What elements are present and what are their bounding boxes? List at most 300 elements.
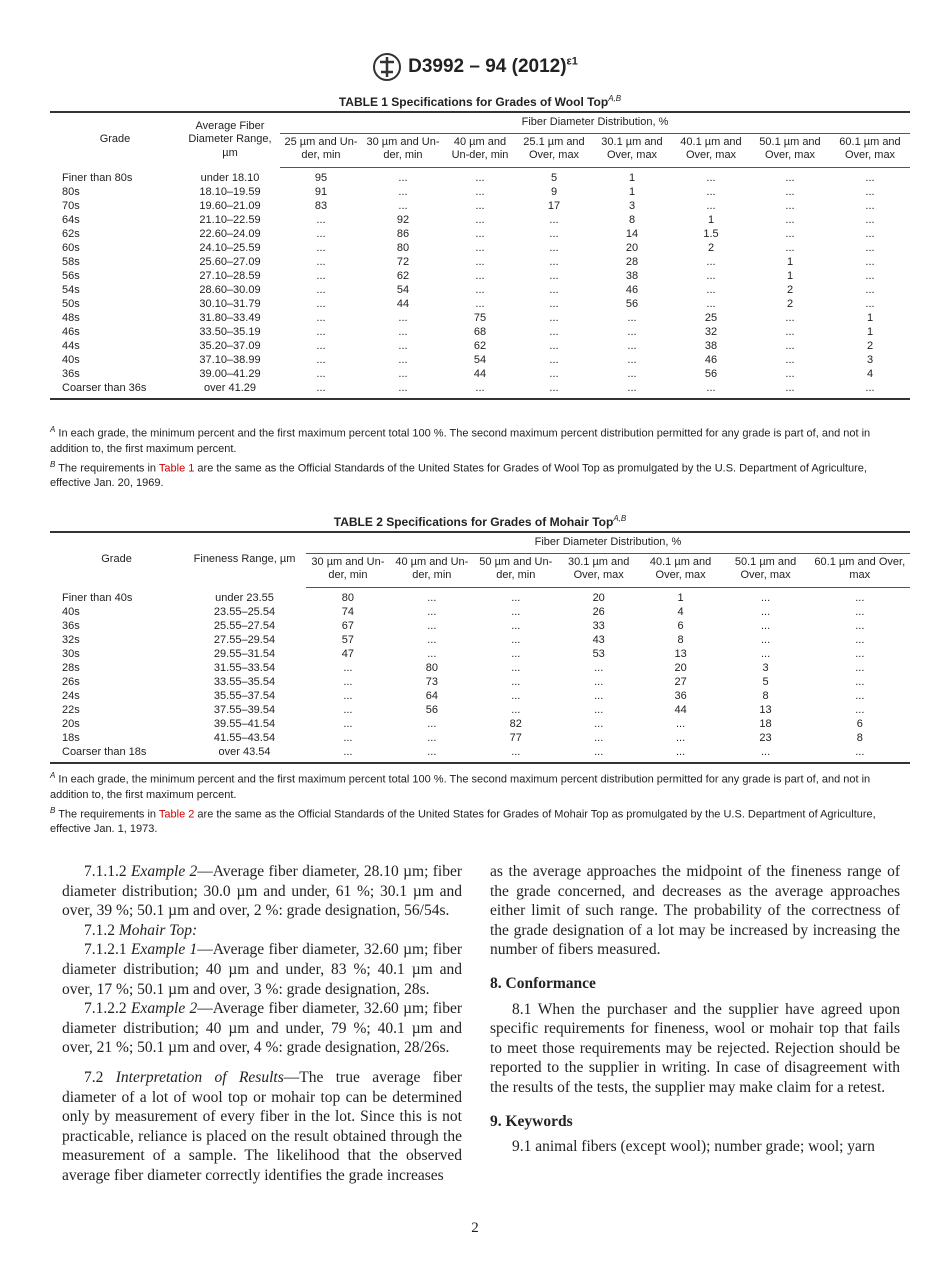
section-number: 7.1.1.2 bbox=[84, 863, 131, 880]
value-cell: ... bbox=[316, 269, 326, 282]
value-cell: ... bbox=[398, 311, 408, 324]
value-cell: 44 bbox=[674, 703, 687, 716]
range-cell: 25.55–27.54 bbox=[213, 619, 276, 632]
value-cell: 92 bbox=[396, 213, 410, 226]
value-cell: ... bbox=[427, 647, 437, 660]
paragraph-7-1-2 bbox=[62, 921, 462, 941]
grade-cell: 58s bbox=[62, 255, 80, 268]
value-cell: 95 bbox=[314, 171, 328, 184]
paragraph-7-2 bbox=[62, 1068, 462, 1186]
value-cell: ... bbox=[706, 297, 716, 310]
value-cell: ... bbox=[706, 185, 716, 198]
value-cell: ... bbox=[343, 675, 353, 688]
value-cell: ... bbox=[706, 255, 716, 268]
column-header: 25.1 µm and Over, max bbox=[516, 133, 592, 167]
value-cell: ... bbox=[316, 213, 326, 226]
designation-superscript: ε1 bbox=[566, 55, 578, 68]
value-cell: 43 bbox=[592, 633, 605, 646]
value-cell: ... bbox=[676, 745, 686, 758]
table1-link[interactable]: Table 1 bbox=[158, 462, 195, 475]
value-cell: 80 bbox=[396, 241, 410, 254]
value-cell: ... bbox=[427, 619, 437, 632]
table-row bbox=[50, 648, 910, 662]
value-cell: ... bbox=[316, 255, 326, 268]
column-header: 25 µm and Un-der, min bbox=[280, 133, 362, 167]
range-cell: 30.10–31.79 bbox=[199, 297, 261, 310]
value-cell: 1 bbox=[866, 325, 874, 338]
value-cell: ... bbox=[627, 325, 637, 338]
value-cell: ... bbox=[865, 199, 875, 212]
value-cell: 13 bbox=[674, 647, 687, 660]
value-cell: 2 bbox=[786, 297, 794, 310]
value-cell: 5 bbox=[550, 171, 558, 184]
value-cell: ... bbox=[676, 731, 686, 744]
table-row bbox=[50, 746, 910, 763]
value-cell: 1 bbox=[786, 255, 794, 268]
value-cell: 38 bbox=[625, 269, 639, 282]
table-row bbox=[50, 256, 910, 270]
range-cell: 29.55–31.54 bbox=[213, 647, 276, 660]
value-cell: 18 bbox=[759, 717, 772, 730]
value-cell: 26 bbox=[592, 605, 605, 618]
value-cell: 82 bbox=[509, 717, 522, 730]
value-cell: 38 bbox=[704, 339, 718, 352]
value-cell: ... bbox=[511, 703, 521, 716]
table-row bbox=[50, 382, 910, 399]
value-cell: ... bbox=[316, 325, 326, 338]
grade-cell: Coarser than 18s bbox=[62, 745, 147, 758]
value-cell: ... bbox=[785, 325, 795, 338]
table-row bbox=[50, 326, 910, 340]
value-cell: ... bbox=[594, 689, 604, 702]
table-row bbox=[50, 620, 910, 634]
table2-title bbox=[50, 514, 910, 529]
section-heading-conformance: 8. Conformance bbox=[490, 974, 596, 992]
grade-cell: 36s bbox=[62, 367, 80, 380]
value-cell: ... bbox=[316, 353, 326, 366]
value-cell: 83 bbox=[314, 199, 328, 212]
section-title: Mohair Top: bbox=[118, 921, 198, 939]
value-cell: ... bbox=[475, 283, 485, 296]
table-row bbox=[50, 606, 910, 620]
value-cell: ... bbox=[427, 731, 437, 744]
value-cell: ... bbox=[594, 661, 604, 674]
value-cell: ... bbox=[549, 255, 559, 268]
grade-cell: 50s bbox=[62, 297, 80, 310]
value-cell: 75 bbox=[473, 311, 487, 324]
column-header: 40 µm and Un-der, min bbox=[444, 133, 516, 167]
value-cell: 9 bbox=[550, 185, 558, 198]
table-row bbox=[50, 284, 910, 298]
value-cell: ... bbox=[427, 717, 437, 730]
value-cell: 2 bbox=[707, 241, 715, 254]
range-cell: 28.60–30.09 bbox=[199, 283, 261, 296]
section-number: 7.1.2 bbox=[84, 921, 119, 939]
value-cell: ... bbox=[760, 647, 771, 660]
grade-cell: Finer than 80s bbox=[62, 171, 133, 184]
value-cell: ... bbox=[316, 227, 326, 240]
table-row bbox=[50, 354, 910, 368]
value-cell: 13 bbox=[759, 703, 772, 716]
value-cell: ... bbox=[627, 311, 637, 324]
value-cell: 5 bbox=[762, 675, 769, 688]
grade-cell: 28s bbox=[62, 661, 80, 674]
footnote-mark: A bbox=[50, 771, 56, 780]
value-cell: ... bbox=[865, 213, 875, 226]
value-cell: ... bbox=[706, 269, 716, 282]
value-cell: 62 bbox=[396, 269, 410, 282]
grade-cell: 26s bbox=[62, 675, 80, 688]
footnote-text: are the same as the Official Standards of the United States for Grades of Mohair Top as promulgated by the U.S. Department of Agriculture, effective Jan. 1, 1973. bbox=[50, 808, 876, 836]
value-cell: 8 bbox=[677, 633, 684, 646]
table-row bbox=[50, 312, 910, 326]
column-header: 30 µm and Un-der, min bbox=[306, 553, 390, 587]
value-cell: ... bbox=[511, 745, 521, 758]
distribution-group-header: Fiber Diameter Distribution, % bbox=[306, 532, 910, 553]
value-cell: ... bbox=[785, 367, 795, 380]
column-header: 50 µm and Un-der, min bbox=[474, 553, 558, 587]
value-cell: ... bbox=[855, 703, 865, 716]
grade-header: Grade bbox=[101, 553, 132, 566]
table-row bbox=[50, 587, 910, 606]
value-cell: ... bbox=[511, 591, 521, 604]
grade-cell: 32s bbox=[62, 633, 80, 646]
value-cell: ... bbox=[855, 633, 865, 646]
value-cell: ... bbox=[785, 171, 795, 184]
paragraph-text: —Average fiber diameter, 28.10 µm; fiber diameter distribution; 30.0 µm and under, 61 %; 30.1 µm and over, 39 %; 50.1 µm and over, 2 %: grade designation, 56/54s. bbox=[62, 863, 462, 920]
value-cell: ... bbox=[855, 689, 865, 702]
range-header: Average Fiber Diameter Range, µm bbox=[188, 119, 272, 159]
table-row bbox=[50, 676, 910, 690]
value-cell: 62 bbox=[473, 339, 487, 352]
value-cell: 1 bbox=[628, 171, 636, 184]
value-cell: 54 bbox=[396, 283, 410, 296]
section-title: Example 2 bbox=[130, 863, 198, 880]
value-cell: ... bbox=[760, 605, 771, 618]
value-cell: 53 bbox=[592, 647, 605, 660]
value-cell: 57 bbox=[341, 633, 355, 646]
table2-link[interactable]: Table 2 bbox=[158, 808, 195, 821]
range-cell: 22.60–24.09 bbox=[199, 227, 261, 240]
value-cell: 4 bbox=[866, 367, 874, 380]
value-cell: ... bbox=[398, 339, 408, 352]
range-header: Fineness Range, µm bbox=[193, 553, 296, 566]
value-cell: ... bbox=[398, 325, 408, 338]
value-cell: ... bbox=[785, 199, 795, 212]
value-cell: 32 bbox=[704, 325, 718, 338]
value-cell: ... bbox=[855, 661, 865, 674]
value-cell: ... bbox=[549, 353, 559, 366]
value-cell: ... bbox=[760, 619, 771, 632]
table-row bbox=[50, 228, 910, 242]
paragraph-text: —The true average fiber diameter of a lot of wool top or mohair top can be determined only by measurement of every fiber in the lot. Since this is not practicable, reliance is placed on the result obtained through the measurement of a sample. The likelihood that the observed average fiber diameter correctly identifies the grade increases bbox=[62, 1068, 463, 1184]
column-header: 40 µm and Un-der, min bbox=[390, 553, 474, 587]
table1-title bbox=[50, 94, 910, 109]
value-cell: 8 bbox=[762, 689, 769, 702]
paragraph-7-1-2-1 bbox=[62, 940, 462, 999]
value-cell: 1.5 bbox=[703, 227, 719, 240]
grade-cell: 60s bbox=[62, 241, 80, 254]
value-cell: 47 bbox=[341, 647, 355, 660]
grade-cell: 30s bbox=[62, 647, 80, 660]
grade-cell: 56s bbox=[62, 269, 80, 282]
table-row bbox=[50, 167, 910, 186]
value-cell: ... bbox=[549, 269, 559, 282]
right-column bbox=[490, 862, 900, 1157]
value-cell: 44 bbox=[473, 367, 487, 380]
value-cell: ... bbox=[511, 633, 521, 646]
value-cell: 17 bbox=[547, 199, 561, 212]
value-cell: 25 bbox=[704, 311, 718, 324]
value-cell: ... bbox=[475, 199, 485, 212]
value-cell: 14 bbox=[625, 227, 639, 240]
value-cell: ... bbox=[706, 199, 716, 212]
value-cell: 56 bbox=[425, 703, 438, 716]
value-cell: ... bbox=[706, 171, 716, 184]
section-number: 7.1.2.1 bbox=[84, 941, 131, 959]
value-cell: 3 bbox=[762, 661, 769, 674]
value-cell: ... bbox=[475, 297, 485, 310]
grade-cell: 54s bbox=[62, 283, 80, 296]
document-header bbox=[0, 52, 950, 82]
value-cell: ... bbox=[343, 717, 353, 730]
value-cell: ... bbox=[511, 619, 521, 632]
value-cell: 46 bbox=[625, 283, 639, 296]
value-cell: ... bbox=[549, 227, 559, 240]
range-cell: over 43.54 bbox=[218, 745, 271, 758]
table-row bbox=[50, 690, 910, 704]
value-cell: ... bbox=[594, 745, 604, 758]
grade-cell: 46s bbox=[62, 325, 80, 338]
value-cell: ... bbox=[427, 633, 437, 646]
table-row bbox=[50, 270, 910, 284]
value-cell: ... bbox=[549, 213, 559, 226]
grade-cell: 48s bbox=[62, 311, 80, 324]
value-cell: 46 bbox=[704, 353, 718, 366]
value-cell: ... bbox=[398, 199, 408, 212]
column-header: 50.1 µm and Over, max bbox=[750, 133, 830, 167]
value-cell: ... bbox=[316, 297, 326, 310]
footnote-a bbox=[50, 768, 910, 803]
section-number: 7.1.2.2 bbox=[84, 1000, 131, 1018]
section-title: Example 2 bbox=[130, 1000, 198, 1018]
table-row bbox=[50, 662, 910, 676]
footnote-b bbox=[50, 803, 910, 838]
value-cell: ... bbox=[855, 675, 865, 688]
paragraph-7-1-1-2 bbox=[62, 862, 462, 921]
value-cell: ... bbox=[316, 367, 326, 380]
value-cell: 27 bbox=[674, 675, 687, 688]
value-cell: 20 bbox=[674, 661, 687, 674]
value-cell: 36 bbox=[674, 689, 687, 702]
value-cell: ... bbox=[475, 269, 485, 282]
grade-cell: 20s bbox=[62, 717, 80, 730]
paragraph-9-1: 9.1 animal fibers (except wool); number grade; wool; yarn bbox=[512, 1138, 875, 1156]
table1-title-sup: A,B bbox=[608, 94, 622, 103]
footnote-mark: B bbox=[50, 459, 56, 469]
value-cell: ... bbox=[511, 675, 521, 688]
value-cell: ... bbox=[475, 381, 485, 394]
table2-title-text: TABLE 2 Specifications for Grades of Mohair Top bbox=[333, 515, 614, 529]
value-cell: ... bbox=[865, 255, 875, 268]
value-cell: 56 bbox=[625, 297, 639, 310]
column-header: 30.1 µm and Over, max bbox=[558, 553, 640, 587]
range-cell: 19.60–21.09 bbox=[199, 199, 261, 212]
value-cell: ... bbox=[475, 241, 485, 254]
left-column bbox=[62, 862, 462, 1186]
value-cell: ... bbox=[760, 633, 771, 646]
value-cell: ... bbox=[343, 703, 353, 716]
value-cell: ... bbox=[316, 241, 326, 254]
value-cell: ... bbox=[785, 311, 795, 324]
value-cell: ... bbox=[760, 591, 771, 604]
value-cell: 28 bbox=[625, 255, 639, 268]
value-cell: ... bbox=[475, 185, 485, 198]
column-header: 60.1 µm and Over, max bbox=[810, 553, 910, 587]
value-cell: ... bbox=[316, 283, 326, 296]
value-cell: ... bbox=[627, 339, 637, 352]
table-row bbox=[50, 634, 910, 648]
footnote-mark: B bbox=[50, 805, 56, 815]
value-cell: 2 bbox=[786, 283, 794, 296]
value-cell: ... bbox=[343, 661, 353, 674]
value-cell: ... bbox=[785, 381, 795, 394]
value-cell: 56 bbox=[704, 367, 718, 380]
value-cell: ... bbox=[865, 297, 875, 310]
astm-logo-icon bbox=[372, 52, 402, 82]
value-cell: 8 bbox=[856, 731, 863, 744]
value-cell: ... bbox=[427, 605, 437, 618]
value-cell: ... bbox=[549, 339, 559, 352]
value-cell: 20 bbox=[592, 591, 605, 604]
table-row bbox=[50, 368, 910, 382]
footnote-b bbox=[50, 457, 910, 492]
range-cell: 35.55–37.54 bbox=[213, 689, 276, 702]
grade-cell: 22s bbox=[62, 703, 80, 716]
value-cell: 68 bbox=[473, 325, 487, 338]
value-cell: ... bbox=[475, 227, 485, 240]
value-cell: 2 bbox=[866, 339, 874, 352]
value-cell: ... bbox=[676, 717, 686, 730]
value-cell: 8 bbox=[628, 213, 636, 226]
grade-cell: 40s bbox=[62, 353, 80, 366]
table1-footnotes bbox=[50, 422, 910, 491]
designation: D3992 – 94 (2012) bbox=[408, 56, 567, 78]
value-cell: ... bbox=[865, 227, 875, 240]
range-cell: 21.10–22.59 bbox=[199, 213, 261, 226]
paragraph-7-1-2-2 bbox=[62, 999, 462, 1058]
value-cell: ... bbox=[855, 591, 865, 604]
range-cell: 25.60–27.09 bbox=[199, 255, 261, 268]
value-cell: 72 bbox=[396, 255, 410, 268]
value-cell: ... bbox=[865, 269, 875, 282]
value-cell: ... bbox=[511, 605, 521, 618]
value-cell: 1 bbox=[786, 269, 794, 282]
value-cell: 74 bbox=[341, 605, 355, 618]
range-cell: 27.55–29.54 bbox=[213, 633, 276, 646]
value-cell: 1 bbox=[628, 185, 636, 198]
value-cell: ... bbox=[549, 367, 559, 380]
value-cell: ... bbox=[511, 661, 521, 674]
range-cell: 31.55–33.54 bbox=[213, 661, 276, 674]
value-cell: 6 bbox=[677, 619, 684, 632]
value-cell: ... bbox=[594, 717, 604, 730]
value-cell: ... bbox=[865, 171, 875, 184]
grade-cell: 40s bbox=[62, 605, 80, 618]
mohair-top-table bbox=[50, 531, 910, 764]
value-cell: ... bbox=[706, 283, 716, 296]
column-header: 60.1 µm and Over, max bbox=[830, 133, 910, 167]
value-cell: ... bbox=[398, 353, 408, 366]
range-cell: over 41.29 bbox=[204, 381, 256, 394]
range-cell: under 18.10 bbox=[200, 171, 260, 184]
range-cell: 31.80–33.49 bbox=[199, 311, 261, 324]
section-number: 7.2 bbox=[84, 1068, 116, 1086]
value-cell: ... bbox=[785, 227, 795, 240]
grade-cell: 70s bbox=[62, 199, 80, 212]
range-cell: 39.55–41.54 bbox=[213, 717, 276, 730]
value-cell: ... bbox=[511, 689, 521, 702]
footnote-text: In each grade, the minimum percent and the first maximum percent total 100 %. The second maximum percent distribution permitted for any grade is part of, and not in addition to, the first maximum percent. bbox=[50, 427, 871, 455]
value-cell: 1 bbox=[677, 591, 684, 604]
range-cell: 18.10–19.59 bbox=[199, 185, 261, 198]
section-title: Interpretation of Results bbox=[115, 1068, 284, 1086]
value-cell: ... bbox=[343, 731, 353, 744]
value-cell: ... bbox=[398, 381, 408, 394]
value-cell: ... bbox=[549, 325, 559, 338]
value-cell: ... bbox=[343, 745, 353, 758]
value-cell: ... bbox=[475, 255, 485, 268]
value-cell: ... bbox=[855, 619, 865, 632]
value-cell: 1 bbox=[866, 311, 874, 324]
grade-header: Grade bbox=[99, 133, 131, 146]
value-cell: 54 bbox=[473, 353, 487, 366]
footnote-text: The requirements in bbox=[55, 462, 159, 475]
value-cell: 67 bbox=[341, 619, 355, 632]
column-header: 30 µm and Un-der, min bbox=[362, 133, 444, 167]
paragraph-text: —Average fiber diameter, 32.60 µm; fiber diameter distribution; 40 µm and under, 79 %; 40.1 µm and over, 21 %; 50.1 µm and over, 4 %: grade designation, 28/26s. bbox=[62, 1000, 462, 1057]
value-cell: 20 bbox=[625, 241, 639, 254]
value-cell: 6 bbox=[856, 717, 863, 730]
paragraph-7-2-continued: as the average approaches the midpoint of the fineness range of the grade concerned, and decreases as the average approaches either limit of such range. The probability of the correctness of the grade designation of a lot may be increased by increasing the number of fibers measured. bbox=[490, 863, 900, 959]
footnote-a bbox=[50, 422, 910, 457]
value-cell: ... bbox=[865, 185, 875, 198]
wool-top-table bbox=[50, 111, 910, 400]
column-header: 40.1 µm and Over, max bbox=[672, 133, 750, 167]
grade-cell: 18s bbox=[62, 731, 80, 744]
value-cell: ... bbox=[855, 745, 865, 758]
value-cell: ... bbox=[760, 745, 771, 758]
value-cell: 80 bbox=[341, 591, 355, 604]
value-cell: ... bbox=[785, 241, 795, 254]
grade-cell: 64s bbox=[62, 213, 80, 226]
grade-cell: 44s bbox=[62, 339, 80, 352]
range-cell: 39.00–41.29 bbox=[199, 367, 261, 380]
table-row bbox=[50, 704, 910, 718]
grade-cell: 62s bbox=[62, 227, 80, 240]
table-row bbox=[50, 340, 910, 354]
value-cell: ... bbox=[785, 339, 795, 352]
value-cell: ... bbox=[865, 381, 875, 394]
value-cell: ... bbox=[398, 171, 408, 184]
table-row bbox=[50, 214, 910, 228]
grade-cell: Coarser than 36s bbox=[62, 381, 147, 394]
value-cell: 33 bbox=[592, 619, 605, 632]
value-cell: ... bbox=[627, 367, 637, 380]
value-cell: 3 bbox=[866, 353, 874, 366]
footnote-text: are the same as the Official Standards of the United States for Grades of Wool Top as promulgated by the U.S. Department of Agriculture, effective Jan. 20, 1969. bbox=[50, 462, 867, 490]
value-cell: ... bbox=[549, 283, 559, 296]
